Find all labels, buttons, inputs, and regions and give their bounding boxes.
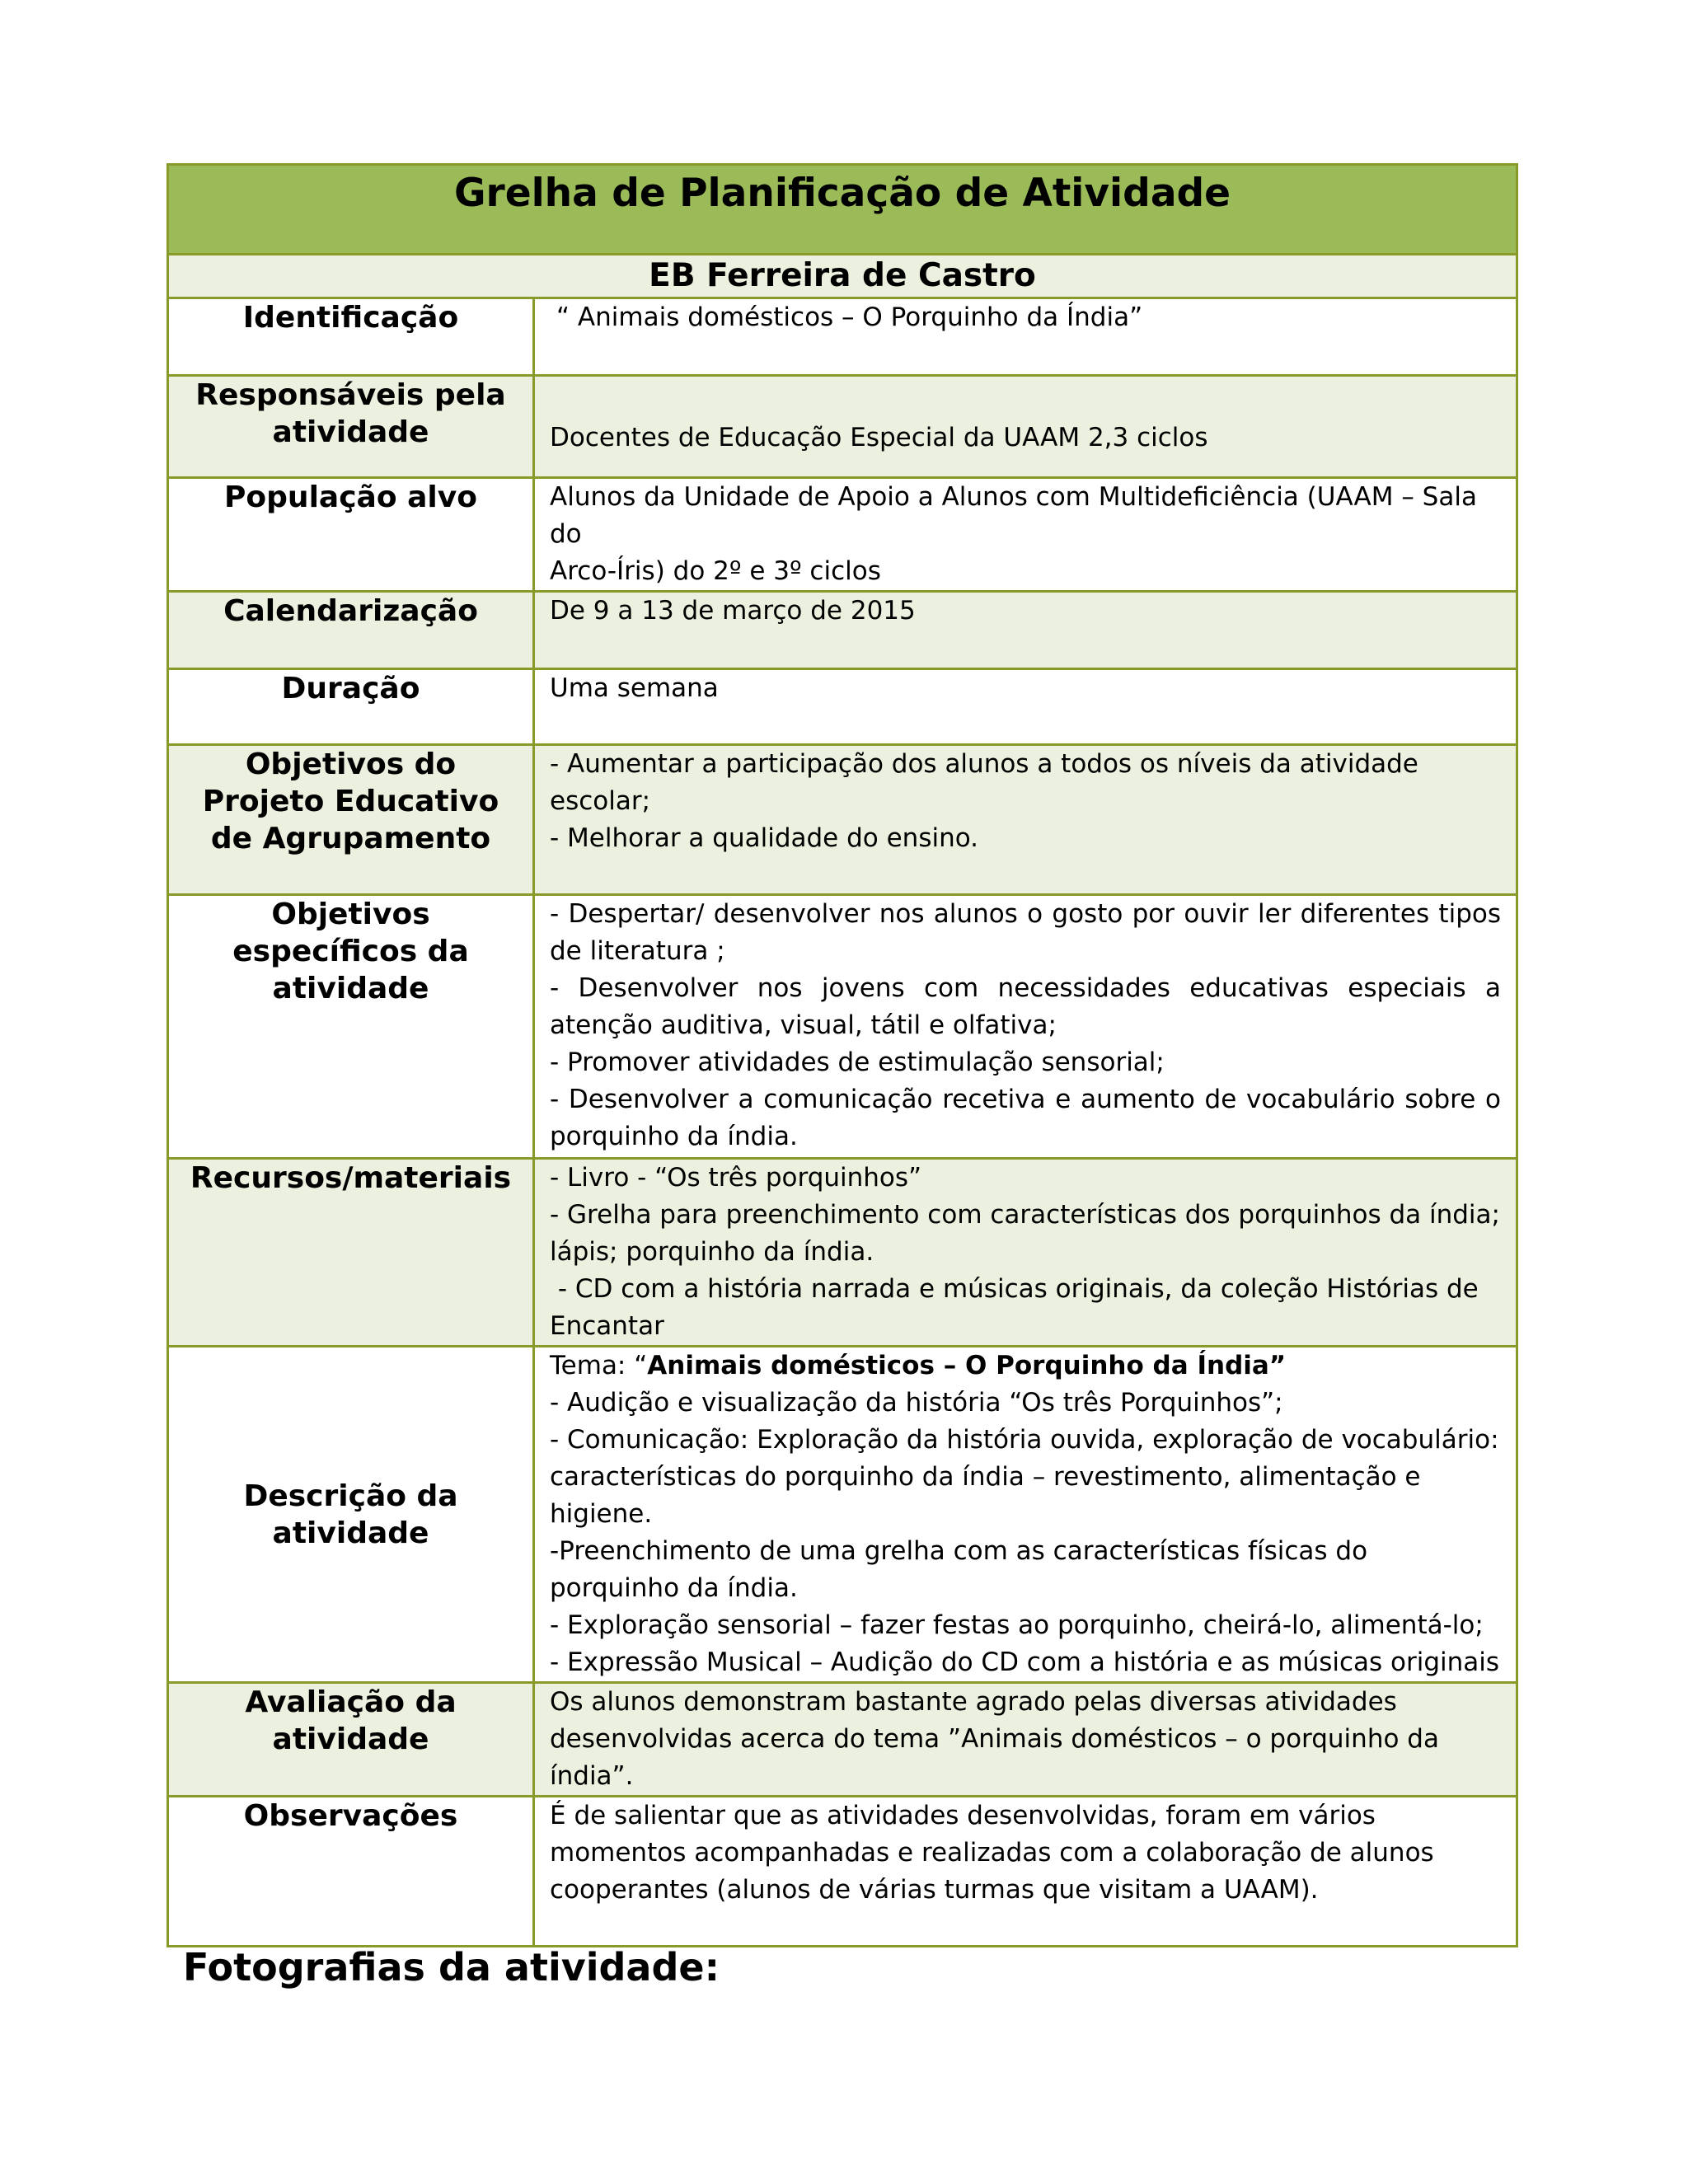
- recurso-item: - Livro - “Os três porquinhos”: [550, 1163, 922, 1193]
- objetivo-especifico-item: - Desenvolver nos jovens com necessidades educativas especiais a atenção auditiva, visual, tátil e olfativa;: [550, 973, 1501, 1040]
- label-avaliacao-line1: Avaliação da: [245, 1685, 457, 1719]
- objetivo-especifico-item: - Despertar/ desenvolver nos alunos o gosto por ouvir ler diferentes tipos de literatura ;: [550, 899, 1501, 966]
- label-objetivos-especificos-line2: específicos da: [232, 935, 469, 968]
- label-recursos: Recursos/materiais: [168, 1159, 534, 1347]
- value-responsaveis: Docentes de Educação Especial da UAAM 2,3 ciclos: [534, 376, 1517, 478]
- label-responsaveis-line2: atividade: [272, 415, 429, 449]
- row-observacoes: [168, 1797, 1517, 1947]
- recurso-item: - CD com a história narrada e músicas originais, da coleção Histórias de Encantar: [550, 1274, 1487, 1341]
- descricao-item: - Comunicação: Exploração da história ouvida, exploração de vocabulário: características do porquinho da índia – revestimento, alimentação e higiene.: [550, 1425, 1499, 1529]
- label-duracao: Duração: [168, 669, 534, 745]
- row-populacao: [168, 478, 1517, 592]
- row-avaliacao: [168, 1683, 1517, 1797]
- objetivo-especifico-item: - Promover atividades de estimulação sensorial;: [550, 1047, 1165, 1077]
- descricao-item: - Expressão Musical – Audição do CD com a história e as músicas originais: [550, 1647, 1500, 1677]
- row-identificacao: [168, 298, 1517, 376]
- label-descricao-line2: atividade: [272, 1516, 429, 1550]
- tema-title: Animais domésticos – O Porquinho da Índia”: [647, 1351, 1287, 1380]
- value-calendarizacao: De 9 a 13 de março de 2015: [534, 592, 1517, 669]
- row-recursos: [168, 1159, 1517, 1347]
- row-objetivos-projeto: [168, 745, 1517, 895]
- photos-section-title: Fotografias da atividade:: [183, 1945, 720, 1990]
- objetivo-projeto-item: - Melhorar a qualidade do ensino.: [550, 823, 979, 853]
- descricao-item: - Exploração sensorial – fazer festas ao porquinho, cheirá-lo, alimentá-lo;: [550, 1610, 1484, 1640]
- value-objetivos-projeto: [534, 745, 1517, 895]
- row-objetivos-especificos: [168, 895, 1517, 1159]
- label-avaliacao-line2: atividade: [272, 1722, 429, 1756]
- label-identificacao: Identificação: [168, 298, 534, 376]
- value-duracao: Uma semana: [534, 669, 1517, 745]
- label-objetivos-especificos-line3: atividade: [272, 972, 429, 1005]
- label-objetivos-projeto-line3: de Agrupamento: [210, 822, 491, 855]
- label-objetivos-projeto-line2: Projeto Educativo: [202, 785, 499, 818]
- label-responsaveis: [168, 376, 534, 478]
- objetivo-projeto-item: - Aumentar a participação dos alunos a todos os níveis da atividade escolar;: [550, 749, 1418, 816]
- recurso-item: - Grelha para preenchimento com características dos porquinhos da índia; lápis; porquinho da índia.: [550, 1200, 1500, 1267]
- label-objetivos-projeto-line1: Objetivos do: [245, 748, 457, 781]
- value-identificacao: [534, 298, 1517, 376]
- populacao-line2: Arco-Íris) do 2º e 3º ciclos: [550, 556, 881, 586]
- value-descricao: [534, 1347, 1517, 1683]
- label-responsaveis-line1: Responsáveis pela: [195, 378, 506, 412]
- descricao-item: - Audição e visualização da história “Os três Porquinhos”;: [550, 1388, 1283, 1418]
- label-objetivos-especificos-line1: Objetivos: [271, 898, 430, 931]
- value-observacoes: É de salientar que as atividades desenvolvidas, foram em vários momentos acompanhadas e realizadas com a colaboração de alunos cooperantes (alunos de várias turmas que visitam a UAAM).: [534, 1797, 1517, 1947]
- label-descricao-line1: Descrição da: [243, 1479, 458, 1513]
- value-objetivos-especificos: [534, 895, 1517, 1159]
- planning-grid-table: [166, 163, 1518, 1947]
- value-recursos: [534, 1159, 1517, 1347]
- value-avaliacao: Os alunos demonstram bastante agrado pelas diversas atividades desenvolvidas acerca do tema ”Animais domésticos – o porquinho da índia”.: [534, 1683, 1517, 1797]
- label-avaliacao: [168, 1683, 534, 1797]
- descricao-item: -Preenchimento de uma grelha com as características físicas do porquinho da índia.: [550, 1536, 1368, 1603]
- row-descricao: [168, 1347, 1517, 1683]
- label-populacao: População alvo: [168, 478, 534, 592]
- row-duracao: [168, 669, 1517, 745]
- row-responsaveis: [168, 376, 1517, 478]
- label-objetivos-projeto: [168, 745, 534, 895]
- objetivo-especifico-item: - Desenvolver a comunicação recetiva e aumento de vocabulário sobre o porquinho da índia.: [550, 1085, 1501, 1151]
- value-populacao: [534, 478, 1517, 592]
- row-calendarizacao: [168, 592, 1517, 669]
- label-calendarizacao: Calendarização: [168, 592, 534, 669]
- label-objetivos-especificos: [168, 895, 534, 1159]
- populacao-line1: Alunos da Unidade de Apoio a Alunos com Multideficiência (UAAM – Sala do: [550, 482, 1477, 549]
- label-observacoes: Observações: [168, 1797, 534, 1947]
- grid-title: Grelha de Planificação de Atividade: [168, 165, 1517, 255]
- tema-prefix: Tema: “: [550, 1351, 648, 1380]
- label-descricao: [168, 1347, 534, 1683]
- descricao-tema: [550, 1347, 1501, 1385]
- school-name: EB Ferreira de Castro: [168, 255, 1517, 298]
- identificacao-text: “ Animais domésticos – O Porquinho da Índia”: [556, 302, 1143, 332]
